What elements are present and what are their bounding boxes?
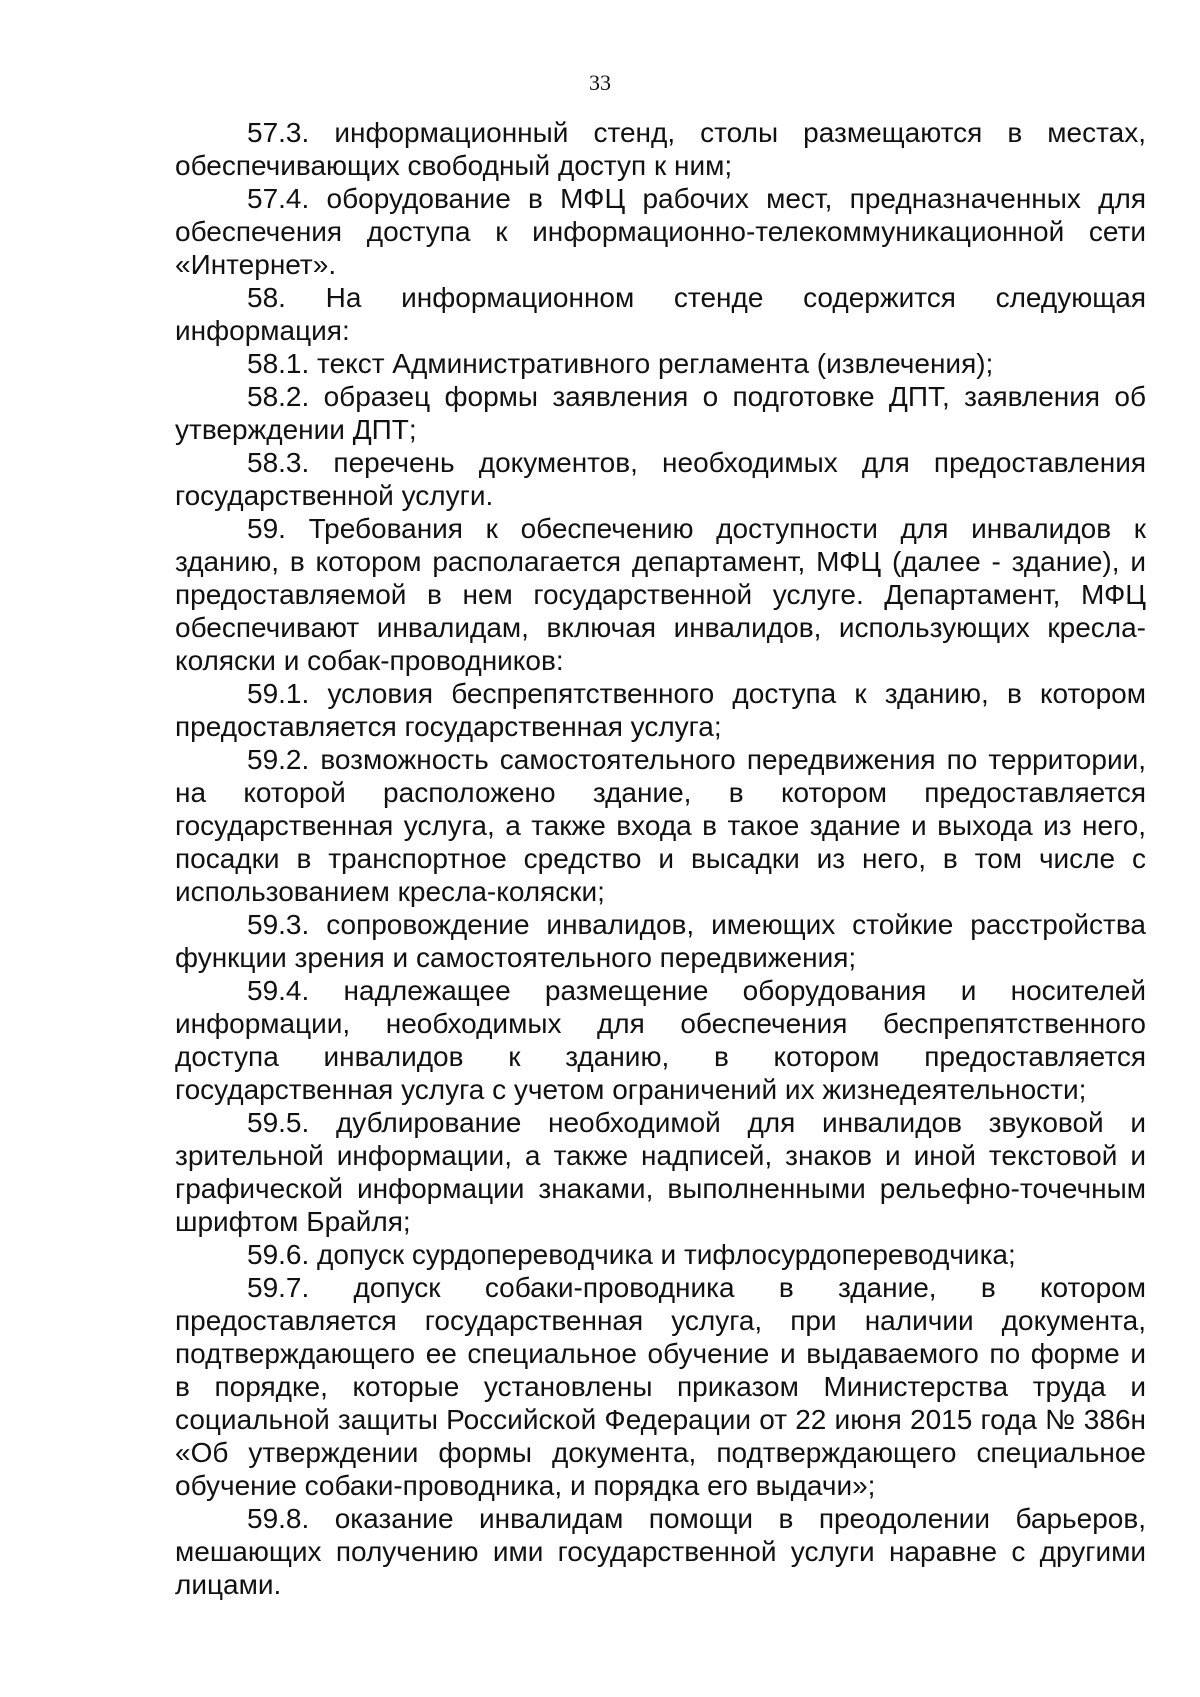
paragraph-59-7: 59.7. допуск собаки-проводника в здание, в котором предоставляется государственная услуга, при наличии документа, подтверждающего ее специальное обучение и выдаваемого по форме и в порядке, которые установлены приказом Министерства труда и социальной защиты Российской Федерации от 22 июня 2015 года № 386н «Об утверждении формы документа, подтверждающего специальное обучение собаки-проводника, и порядка его выдачи»; <box>175 1272 1146 1501</box>
paragraph-58-1: 58.1. текст Административного регламента (извлечения); <box>247 348 994 379</box>
paragraph-59: 59. Требования к обеспечению доступности для инвалидов к зданию, в котором располагается департамент, МФЦ (далее - здание), и предоставляемой в нем государственной услуге. Департамент, МФЦ обеспечивают инвалидам, включая инвалидов, использующих кресла-коляски и собак-проводников: <box>175 513 1146 676</box>
paragraph-57-4: 57.4. оборудование в МФЦ рабочих мест, предназначенных для обеспечения доступа к информационно-телекоммуникационной сети «Интернет». <box>175 183 1146 280</box>
paragraph-59-4: 59.4. надлежащее размещение оборудования и носителей информации, необходимых для обеспечения беспрепятственного доступа инвалидов к зданию, в котором предоставляется государственная услуга с учетом ограничений их жизнедеятельности; <box>175 975 1146 1105</box>
paragraph-58: 58. На информационном стенде содержится следующая информация: <box>175 282 1146 346</box>
document-body <box>175 116 1146 1601</box>
paragraph-58-2: 58.2. образец формы заявления о подготовке ДПТ, заявления об утверждении ДПТ; <box>175 381 1146 445</box>
paragraph-59-1: 59.1. условия беспрепятственного доступа к зданию, в котором предоставляется государственная услуга; <box>175 678 1146 742</box>
paragraph-59-5: 59.5. дублирование необходимой для инвалидов звуковой и зрительной информации, а также надписей, знаков и иной текстовой и графической информации знаками, выполненными рельефно-точечным шрифтом Брайля; <box>175 1107 1146 1237</box>
page-number: 33 <box>589 70 611 95</box>
paragraph-58-3: 58.3. перечень документов, необходимых для предоставления государственной услуги. <box>175 447 1146 511</box>
paragraph-59-8: 59.8. оказание инвалидам помощи в преодолении барьеров, мешающих получению ими государственной услуги наравне с другими лицами. <box>175 1503 1146 1600</box>
paragraph-59-6: 59.6. допуск сурдопереводчика и тифлосурдопереводчика; <box>247 1239 1016 1270</box>
paragraph-59-2: 59.2. возможность самостоятельного передвижения по территории, на которой расположено здание, в котором предоставляется государственная услуга, а также входа в такое здание и выхода из него, посадки в транспортное средство и высадки из него, в том числе с использованием кресла-коляски; <box>175 744 1146 907</box>
paragraph-57-3: 57.3. информационный стенд, столы размещаются в местах, обеспечивающих свободный доступ к ним; <box>175 117 1146 181</box>
paragraph-59-3: 59.3. сопровождение инвалидов, имеющих стойкие расстройства функции зрения и самостоятельного передвижения; <box>175 909 1146 973</box>
